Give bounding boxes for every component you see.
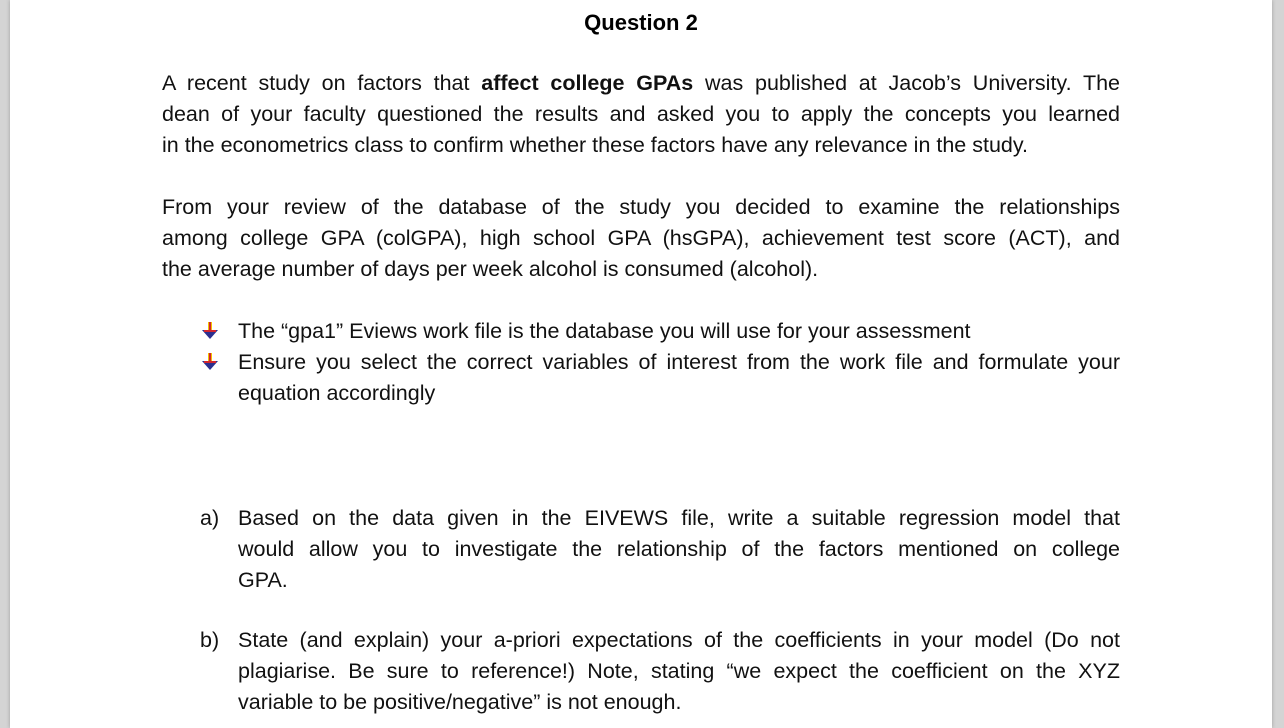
intro-line-2: dean of your faculty questioned the results and asked you to apply the concepts you learned [162, 102, 1120, 126]
page-title: Question 2 [584, 10, 698, 35]
bullet-2-line-1: Ensure you select the correct variables of interest from the work file and formulate your [238, 350, 1120, 374]
review-line-1: From your review of the database of the study you decided to examine the relationships [162, 195, 1120, 219]
intro-line-3: in the econometrics class to confirm whether these factors have any relevance in the study. [162, 133, 1029, 157]
intro-line-1: A recent study on factors that affect college GPAs was published at Jacob’s University. The [162, 71, 1120, 95]
item-b-line-3: variable to be positive/negative” is not enough. [238, 690, 682, 714]
review-paragraph [162, 192, 1120, 285]
bullet-2-line-2: equation accordingly [238, 381, 436, 405]
item-label-b: b) [200, 628, 220, 652]
review-line-3: the average number of days per week alcohol is consumed (alcohol). [162, 257, 819, 281]
bold-phrase: affect college GPAs [481, 71, 694, 95]
document-page [10, 0, 1272, 728]
intro-paragraph [162, 68, 1120, 161]
bullet-1-text: The “gpa1” Eviews work file is the database you will use for your assessment [238, 319, 971, 343]
item-b-line-1: State (and explain) your a-priori expectations of the coefficients in your model (Do not [238, 628, 1120, 652]
arrow-down-bullet-icon [200, 352, 220, 372]
item-a-line-3: GPA. [238, 568, 288, 592]
arrow-down-bullet-icon [200, 321, 220, 341]
item-a-line-2: would allow you to investigate the relationship of the factors mentioned on college [238, 537, 1120, 561]
item-b-line-2: plagiarise. Be sure to reference!) Note, stating “we expect the coefficient on the XYZ [238, 659, 1120, 683]
item-a-line-1: Based on the data given in the EIVEWS file, write a suitable regression model that [238, 506, 1120, 530]
review-line-2: among college GPA (colGPA), high school GPA (hsGPA), achievement test score (ACT), and [162, 226, 1120, 250]
item-label-a: a) [200, 506, 220, 530]
